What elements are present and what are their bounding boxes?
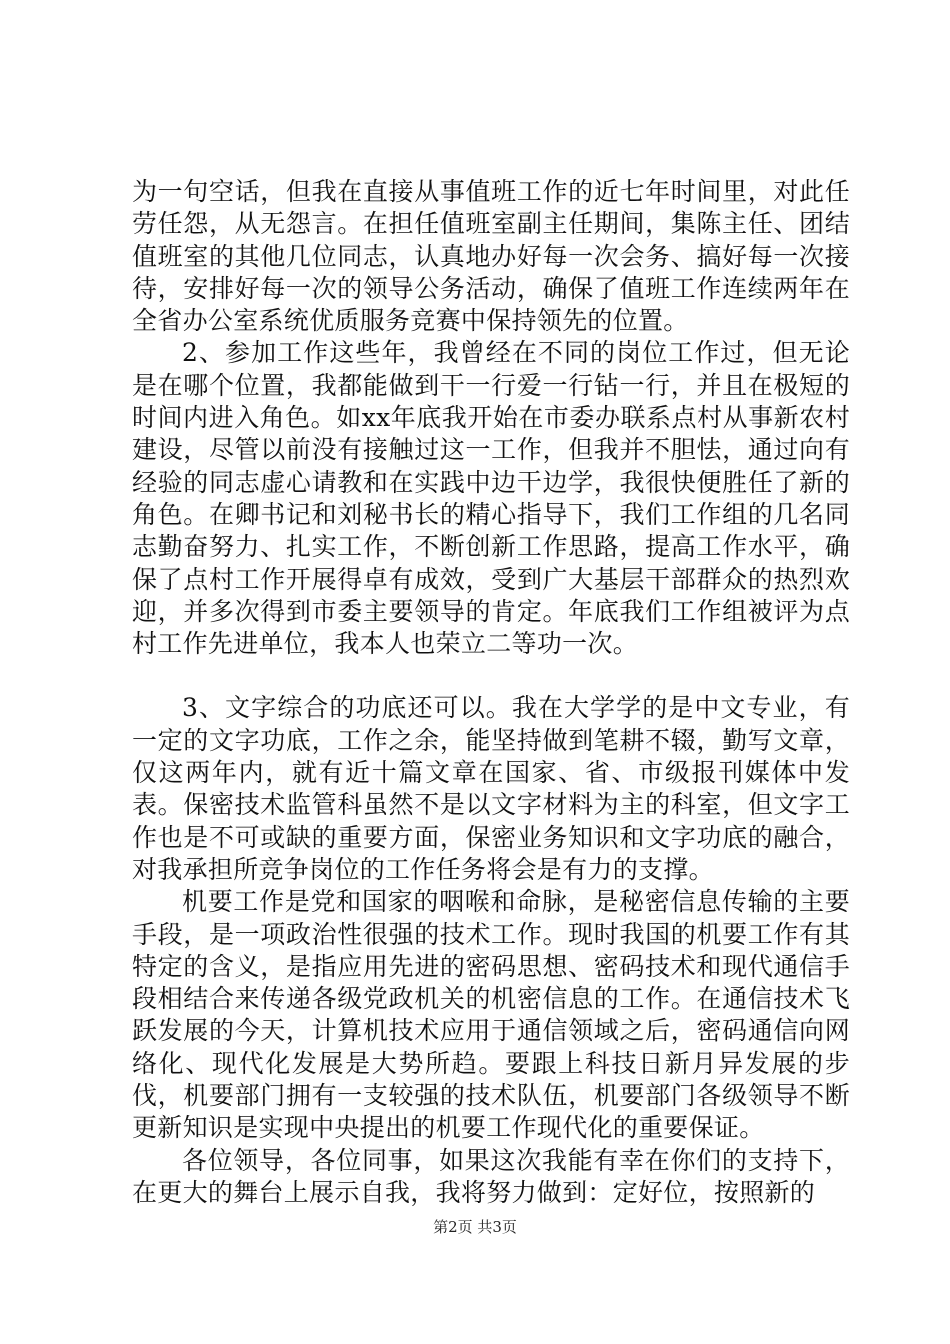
paragraph-item-2: 2、参加工作这些年，我曾经在不同的岗位工作过，但无论是在哪个位置，我都能做到干一行爱一行钻一行，并且在极短的时间内进入角色。如xx年底我开始在市委办联系点村从事新农村建设，尽管以前没有接触过这一工作，但我并不胆怯，通过向有经验的同志虚心请教和在实践中边干边学，我很快便胜任了新的角色。在卿书记和刘秘书长的精心指导下，我们工作组的几名同志勤奋努力、扎实工作，不断创新工作思路，提高工作水平，确保了点村工作开展得卓有成效，受到广大基层干部群众的热烈欢迎，并多次得到市委主要领导的肯定。年底我们工作组被评为点村工作先进单位，我本人也荣立二等功一次。 bbox=[132, 338, 850, 659]
paragraph-continuation: 为一句空话，但我在直接从事值班工作的近七年时间里，对此任劳任怨，从无怨言。在担任值班室副主任期间，集陈主任、团结值班室的其他几位同志，认真地办好每一次会务、搞好每一次接待，安排好每一次的领导公务活动，确保了值班工作连续两年在全省办公室系统优质服务竞赛中保持领先的位置。 bbox=[132, 177, 850, 336]
paragraph-item-3: 3、文字综合的功底还可以。我在大学学的是中文专业，有一定的文字功底，工作之余，能坚持做到笔耕不辍，勤写文章，仅这两年内，就有近十篇文章在国家、省、市级报刊媒体中发表。保密技术监管科虽然不是以文字材料为主的科室，但文字工作也是不可或缺的重要方面，保密业务知识和文字功底的融合，对我承担所竞争岗位的工作任务将会是有力的支撑。 bbox=[132, 693, 850, 884]
paragraph-confidential-work: 机要工作是党和国家的咽喉和命脉，是秘密信息传输的主要手段，是一项政治性很强的技术工作。现时我国的机要工作有其特定的含义，是指应用先进的密码思想、密码技术和现代通信手段相结合来传递各级党政机关的机密信息的工作。在通信技术飞跃发展的今天，计算机技术应用于通信领域之后，密码通信向网络化、现代化发展是大势所趋。要跟上科技日新月异发展的步伐，机要部门拥有一支较强的技术队伍，机要部门各级领导不断更新知识是实现中央提出的机要工作现代化的重要保证。 bbox=[132, 887, 850, 1143]
page-number-footer: 第2页 共3页 bbox=[433, 1218, 517, 1236]
paragraph-closing: 各位领导，各位同事，如果这次我能有幸在你们的支持下，在更大的舞台上展示自我，我将努力做到：定好位，按照新的 bbox=[132, 1145, 850, 1207]
document-body bbox=[132, 176, 850, 1209]
